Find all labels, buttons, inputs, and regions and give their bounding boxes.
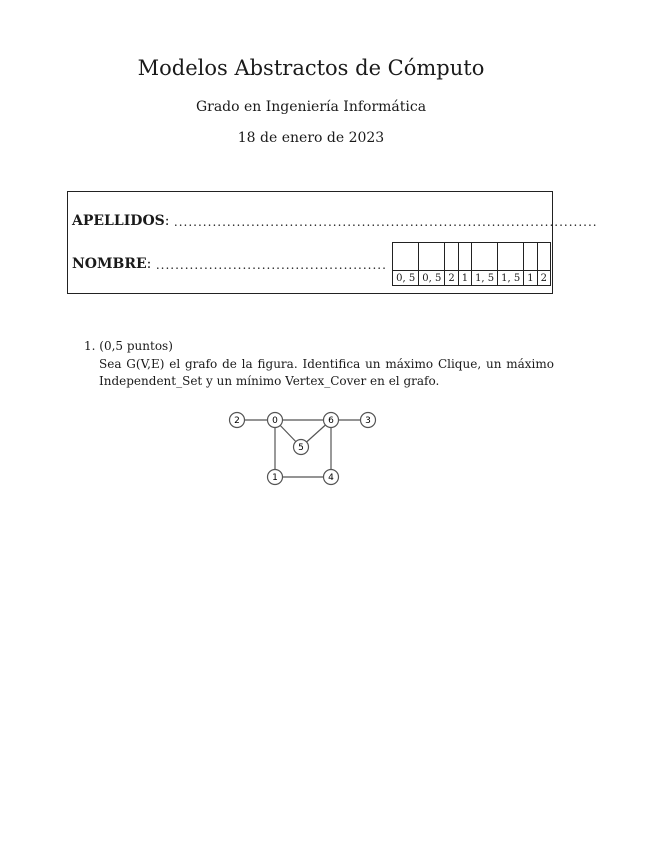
score-cell[interactable]	[419, 243, 445, 271]
node-1-label: 1	[272, 473, 278, 483]
points-cell: 1	[458, 271, 471, 286]
node-6-label: 6	[328, 416, 334, 426]
graph-figure	[225, 408, 385, 488]
nombre-colon: :	[146, 256, 152, 272]
points-cell: 0, 5	[393, 271, 419, 286]
node-2-label: 2	[234, 416, 240, 426]
apellidos-field[interactable]: ........................................................................................	[173, 215, 598, 229]
node-3	[361, 413, 376, 428]
apellidos-row	[72, 213, 598, 229]
score-cell[interactable]	[393, 243, 419, 271]
question-1	[84, 338, 554, 390]
node-0	[268, 413, 283, 428]
score-table	[392, 242, 551, 286]
score-cell[interactable]	[445, 243, 458, 271]
node-6	[324, 413, 339, 428]
score-cell[interactable]	[458, 243, 471, 271]
score-cell[interactable]	[524, 243, 537, 271]
score-cell[interactable]	[537, 243, 550, 271]
question-1-header	[84, 338, 554, 355]
points-cell: 1, 5	[472, 271, 498, 286]
node-0-label: 0	[272, 416, 278, 426]
node-3-label: 3	[365, 416, 371, 426]
node-4	[324, 470, 339, 485]
graph-nodes	[230, 413, 376, 485]
node-2	[230, 413, 245, 428]
question-1-text: Sea G(V,E) el grafo de la figura. Identifica un máximo Clique, un máximo Independent_Set y un mínimo Vertex_Cover en el grafo.	[99, 357, 554, 388]
apellidos-colon: :	[164, 213, 170, 229]
node-5-label: 5	[298, 443, 304, 453]
score-blank-row	[393, 243, 551, 271]
question-1-points: (0,5 puntos)	[99, 339, 173, 353]
score-cell[interactable]	[498, 243, 524, 271]
node-4-label: 4	[328, 473, 334, 483]
question-1-number: 1.	[84, 339, 96, 353]
apellidos-label: APELLIDOS	[72, 213, 165, 229]
node-1	[268, 470, 283, 485]
exam-date: 18 de enero de 2023	[237, 130, 385, 146]
points-cell: 2	[445, 271, 458, 286]
exam-title: Modelos Abstractos de Cómputo	[137, 56, 485, 80]
node-5	[294, 440, 309, 455]
points-cell: 2	[537, 271, 550, 286]
nombre-row	[72, 256, 387, 272]
nombre-label: NOMBRE	[72, 256, 147, 272]
points-cell: 1, 5	[498, 271, 524, 286]
exam-subtitle: Grado en Ingeniería Informática	[195, 99, 427, 115]
score-cell[interactable]	[472, 243, 498, 271]
student-id-box	[67, 191, 598, 294]
nombre-field[interactable]: ................................................	[155, 258, 387, 272]
score-points-row	[393, 271, 551, 286]
points-cell: 1	[524, 271, 537, 286]
points-cell: 0, 5	[419, 271, 445, 286]
